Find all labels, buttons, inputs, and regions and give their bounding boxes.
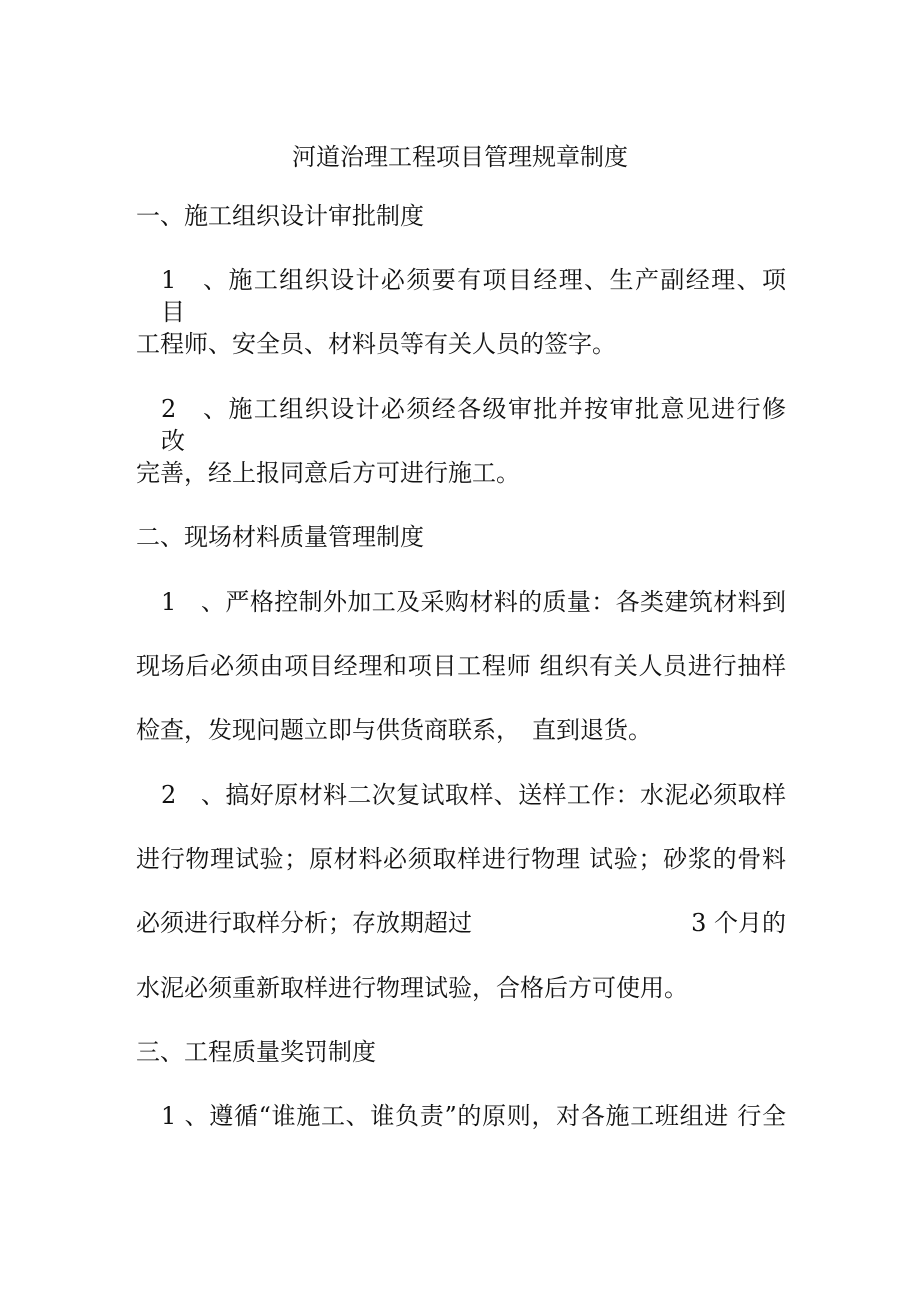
paragraph-line: 工程师、安全员、材料员等有关人员的签字。 — [136, 330, 616, 358]
paragraph-line: 现场后必须由项目经理和项目工程师 组织有关人员进行抽样 — [136, 652, 786, 680]
paragraph-line: 1 、遵循“谁施工、谁负责”的原则，对各施工班组进 行全 — [161, 1102, 786, 1130]
document-title: 河道治理工程项目管理规章制度 — [292, 143, 628, 171]
paragraph-line: 水泥必须重新取样进行物理试验，合格后方可使用。 — [136, 974, 688, 1002]
paragraph-line: 2 、搞好原材料二次复试取样、送样工作：水泥必须取样 — [161, 781, 786, 809]
paragraph-line: 1 、施工组织设计必须要有项目经理、生产副经理、项 目 — [161, 266, 810, 326]
section-heading-1: 一、施工组织设计审批制度 — [136, 202, 424, 230]
section-heading-2: 二、现场材料质量管理制度 — [136, 523, 424, 551]
section-heading-3: 三、工程质量奖罚制度 — [136, 1038, 376, 1066]
paragraph-line — [136, 907, 786, 939]
paragraph-line: 进行物理试验；原材料必须取样进行物理 试验；砂浆的骨料 — [136, 845, 786, 873]
paragraph-line: 1 、严格控制外加工及采购材料的质量：各类建筑材料到 — [161, 588, 786, 616]
paragraph-line-right: 3 个月的 — [691, 909, 786, 937]
paragraph-line: 检查，发现问题立即与供货商联系， 直到退货。 — [136, 716, 652, 744]
paragraph-line-left: 必须进行取样分析；存放期超过 — [136, 909, 472, 937]
paragraph-line: 完善，经上报同意后方可进行施工。 — [136, 459, 520, 487]
paragraph-line: 2 、施工组织设计必须经各级审批并按审批意见进行修 改 — [161, 395, 810, 455]
